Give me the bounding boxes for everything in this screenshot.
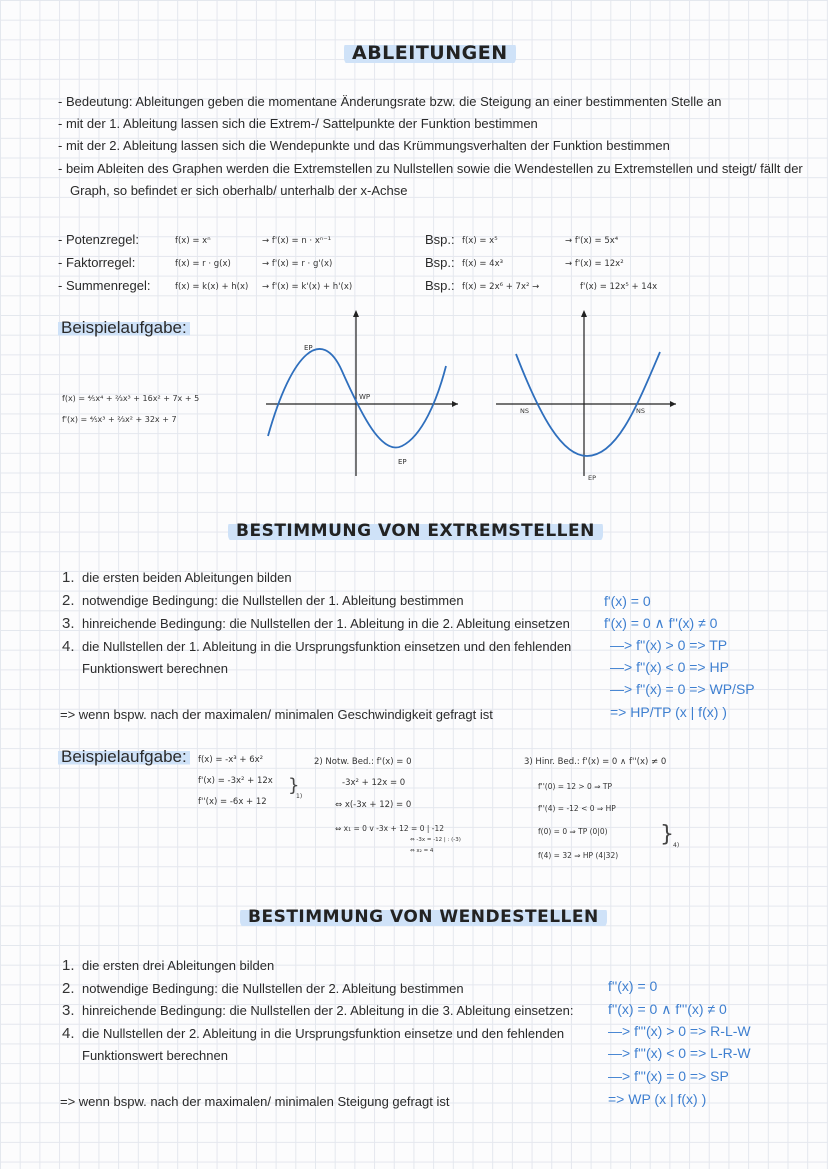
step-item <box>62 1026 564 1042</box>
condition-line: f''(x) = 0 ∧ f'''(x) ≠ 0 <box>608 1001 727 1017</box>
y-axis-arrow <box>353 310 359 317</box>
use-case: => wenn bspw. nach der maximalen/ minimalen Steigung gefragt ist <box>60 1094 450 1109</box>
step-number: 2. <box>62 592 75 609</box>
example-heading: Beispielaufgabe: <box>58 747 190 767</box>
example-line: f''(x) = -6x + 12 <box>198 797 267 807</box>
rule-bsp: Bsp.: <box>425 255 455 270</box>
brace: } <box>288 775 300 796</box>
example-line: f''(4) = -12 < 0 ⇒ HP <box>538 804 616 813</box>
page-title: ABLEITUNGEN <box>344 40 516 66</box>
rule-name: - Potenzregel: <box>58 232 139 247</box>
intro-line: - mit der 2. Ableitung lassen sich die Wendepunkte und das Krümmungsverhalten der Funktion bestimmen <box>58 138 670 153</box>
example-line: f(4) = 32 ⇒ HP (4|32) <box>538 851 619 860</box>
rule-derivative: → f'(x) = r · g'(x) <box>262 259 333 269</box>
step-number: 1. <box>62 957 75 974</box>
graph-label-ep: EP <box>304 344 313 352</box>
example-line: f(x) = -x³ + 6x² <box>198 755 264 765</box>
x-axis-arrow <box>452 401 458 407</box>
step-item <box>62 981 464 997</box>
condition-line: f''(x) = 0 <box>608 978 658 994</box>
step-number: 4. <box>62 1025 75 1042</box>
rule-derivative: → f'(x) = n · xⁿ⁻¹ <box>262 236 332 246</box>
example-derivative: f'(x) = ⁴⁄₅x³ + ²⁄₃x² + 32x + 7 <box>62 415 177 424</box>
condition-line: —> f''(x) > 0 => TP <box>610 637 728 653</box>
step-text-cont: Funktionswert berechnen <box>82 1048 228 1063</box>
rule-example: f(x) = x⁵ <box>462 236 498 246</box>
graph-label-ns: NS <box>636 407 645 415</box>
rule-derivative: → f'(x) = k'(x) + h'(x) <box>262 282 353 292</box>
step-mark: 1) <box>296 793 303 800</box>
intro-line: - Bedeutung: Ableitungen geben die momentane Änderungsrate bzw. die Steigung an einer bestimmenten Stelle an <box>58 94 722 109</box>
condition-line: —> f'''(x) > 0 => R-L-W <box>608 1023 751 1039</box>
step-item <box>62 958 274 974</box>
intro-line: Graph, so befindet er sich oberhalb/ unterhalb der x-Achse <box>70 183 408 198</box>
condition-line: —> f'''(x) < 0 => L-R-W <box>608 1045 751 1061</box>
step-item <box>62 570 292 586</box>
y-axis-arrow <box>581 310 587 317</box>
condition-line: => HP/TP (x | f(x) ) <box>610 704 727 720</box>
step-text: hinreichende Bedingung: die Nullstellen der 1. Ableitung in die 2. Ableitung einsetzen <box>82 616 570 631</box>
example-line: ⇔ x₂ = 4 <box>410 848 434 854</box>
step-number: 2. <box>62 980 75 997</box>
example-line: ⇔ -3x = -12 | : (-3) <box>410 837 461 843</box>
example-function: f(x) = ⁴⁄₅x⁴ + ²⁄₃x³ + 16x² + 7x + 5 <box>62 394 200 403</box>
condition-line: —> f''(x) = 0 => WP/SP <box>610 681 755 697</box>
step-item <box>62 593 464 609</box>
example-line: f(0) = 0 ⇒ TP (0|0) <box>538 827 608 836</box>
rule-example-derivative: → f'(x) = 5x⁴ <box>565 236 619 246</box>
rule-example: f(x) = 2x⁶ + 7x² → <box>462 282 540 292</box>
step-item <box>62 616 570 632</box>
rule-formula: f(x) = k(x) + h(x) <box>175 282 249 292</box>
condition-line: => WP (x | f(x) ) <box>608 1091 707 1107</box>
rule-example-derivative: → f'(x) = 12x² <box>565 259 624 269</box>
rule-example-derivative: f'(x) = 12x⁵ + 14x <box>580 282 658 292</box>
step-text: hinreichende Bedingung: die Nullstellen der 2. Ableitung in die 3. Ableitung einsetzen: <box>82 1003 574 1018</box>
graph-label-ep: EP <box>588 474 597 482</box>
step-number: 1. <box>62 569 75 586</box>
step-number: 3. <box>62 615 75 632</box>
graph-label-wp: WP <box>359 393 371 401</box>
step-text: die Nullstellen der 2. Ableitung in die Ursprungsfunktion einsetze und den fehlenden <box>82 1026 565 1041</box>
rule-example: f(x) = 4x³ <box>462 259 504 269</box>
condition-line: f'(x) = 0 <box>604 593 651 609</box>
step-mark: 4) <box>673 842 680 849</box>
rule-formula: f(x) = xⁿ <box>175 236 211 246</box>
intro-line: - mit der 1. Ableitung lassen sich die Extrem-/ Sattelpunkte der Funktion bestimmen <box>58 116 538 131</box>
rule-bsp: Bsp.: <box>425 278 455 293</box>
step-text: die Nullstellen der 1. Ableitung in die Ursprungsfunktion einsetzen und den fehlenden <box>82 639 572 654</box>
graph-label-ns: NS <box>520 407 529 415</box>
example-line: f'(x) = -3x² + 12x <box>198 776 273 786</box>
condition-line: —> f'''(x) = 0 => SP <box>608 1068 729 1084</box>
example-line: ⇔ x(-3x + 12) = 0 <box>335 800 412 810</box>
rule-formula: f(x) = r · g(x) <box>175 259 231 269</box>
step-item <box>62 639 571 655</box>
step-text: die ersten drei Ableitungen bilden <box>82 958 275 973</box>
condition-line: —> f''(x) < 0 => HP <box>610 659 729 675</box>
step-number: 3. <box>62 1002 75 1019</box>
step-item <box>62 1003 573 1019</box>
example-line: 3) Hinr. Bed.: f'(x) = 0 ∧ f''(x) ≠ 0 <box>524 757 667 767</box>
function-curve <box>268 349 446 448</box>
brace: } <box>660 822 674 847</box>
rule-name: - Summenregel: <box>58 278 151 293</box>
step-number: 4. <box>62 638 75 655</box>
example-line: -3x² + 12x = 0 <box>342 778 406 788</box>
graph-label-ep: EP <box>398 458 407 466</box>
step-text-cont: Funktionswert berechnen <box>82 661 228 676</box>
example-line: 2) Notw. Bed.: f'(x) = 0 <box>314 757 412 767</box>
graph-derivative <box>492 306 682 486</box>
step-text: die ersten beiden Ableitungen bilden <box>82 570 292 585</box>
example-line: f''(0) = 12 > 0 ⇒ TP <box>538 782 612 791</box>
rule-name: - Faktorregel: <box>58 255 136 270</box>
step-text: notwendige Bedingung: die Nullstellen der 1. Ableitung bestimmen <box>82 593 464 608</box>
intro-line: - beim Ableiten des Graphen werden die Extremstellen zu Nullstellen sowie die Wendestellen zu Extremstellen und steigt/ fällt der <box>58 161 803 176</box>
section-title-wendestellen: BESTIMMUNG VON WENDESTELLEN <box>240 905 607 929</box>
example-heading: Beispielaufgabe: <box>58 318 190 338</box>
section-title-extremstellen: BESTIMMUNG VON EXTREMSTELLEN <box>228 519 603 543</box>
rule-bsp: Bsp.: <box>425 232 455 247</box>
graph-function <box>262 306 462 486</box>
example-line: ⇔ x₁ = 0 v -3x + 12 = 0 | -12 <box>335 824 445 833</box>
x-axis-arrow <box>670 401 676 407</box>
condition-line: f'(x) = 0 ∧ f''(x) ≠ 0 <box>604 615 718 631</box>
step-text: notwendige Bedingung: die Nullstellen der 2. Ableitung bestimmen <box>82 981 464 996</box>
use-case: => wenn bspw. nach der maximalen/ minimalen Geschwindigkeit gefragt ist <box>60 707 493 722</box>
